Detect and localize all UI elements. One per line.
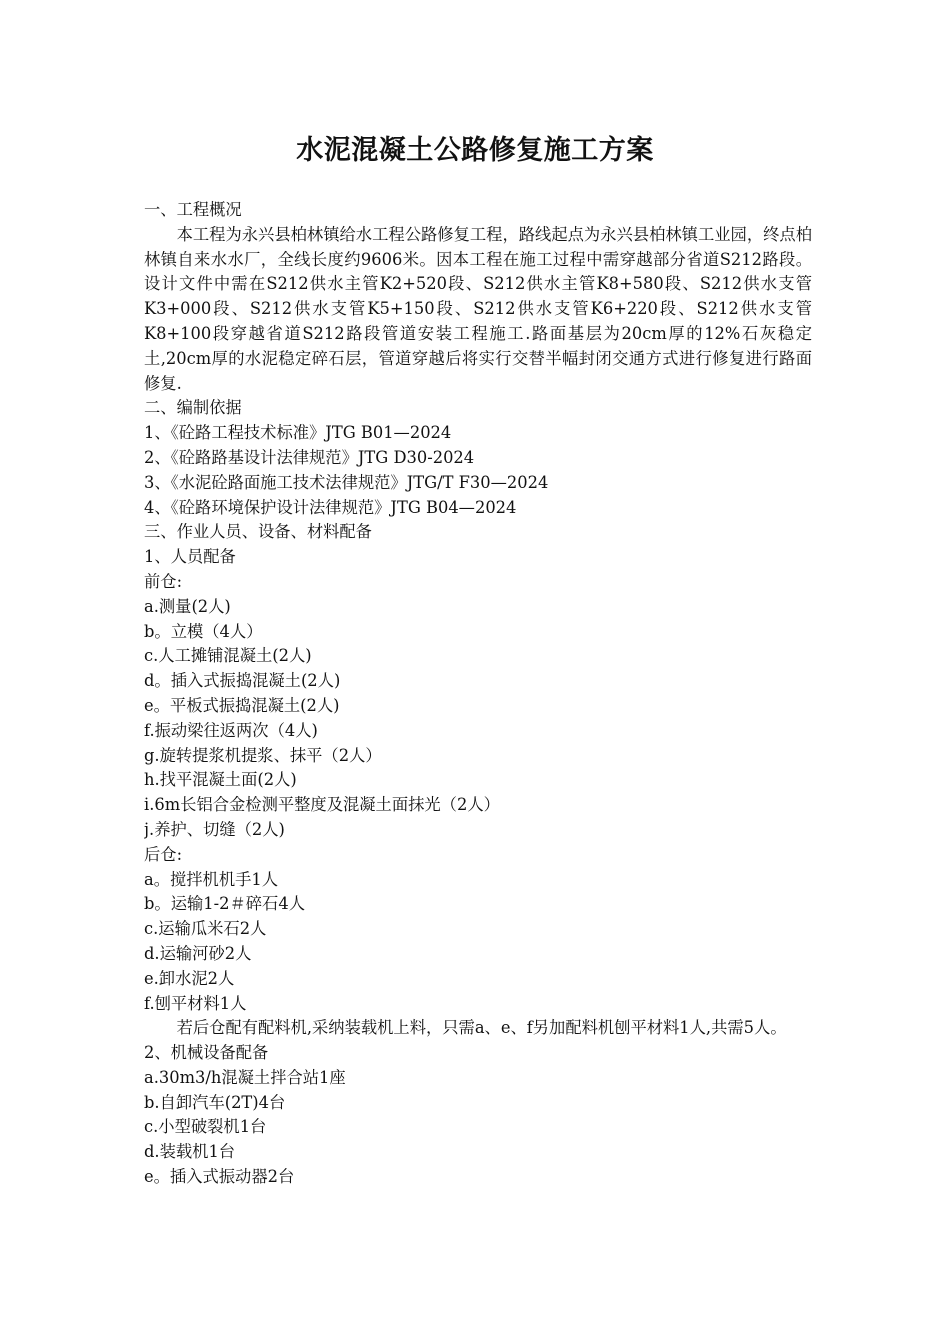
list-item: b.自卸汽车(2T)4台 [144,1092,286,1112]
list-item: a。搅拌机机手1人 [144,869,279,889]
list-item: d.装载机1台 [144,1142,236,1162]
list-item: j.养护、切缝（2人) [144,819,285,839]
section-heading: 二、编制依据 [144,398,242,418]
list-item: g.旋转提浆机提浆、抹平（2人） [144,745,382,765]
reference-item: 3、《水泥砼路面施工技术法律规范》JTG/T F30—2024 [144,472,549,492]
body-paragraph: 若后仓配有配料机,采纳装载机上料，只需a、e、f另加配料机刨平材料1人,共需5人。 [176,1018,787,1038]
subsection-heading: 2、机械设备配备 [144,1043,269,1063]
list-item: f.刨平材料1人 [144,993,247,1013]
list-item: a.30m3/h混凝土拌合站1座 [144,1067,346,1087]
list-item: f.振动梁往返两次（4人) [144,720,318,740]
list-item: d.运输河砂2人 [144,943,252,963]
group-label: 后仓: [144,844,183,864]
list-item: c.小型破裂机1台 [144,1117,267,1137]
list-item: c.人工摊铺混凝土(2人) [144,646,312,666]
list-item: b。运输1-2＃碎石4人 [144,894,305,914]
body-paragraph: 本工程为永兴县柏林镇给水工程公路修复工程，路线起点为永兴县柏林镇工业园，终点柏林镇自来水水厂，全线长度约9606米。因本工程在施工过程中需穿越部分省道S212路段。设计文件中需在S212供水主管K2+520段、S212供水主管K8+580段、S212供水支管K3+000段、S212供水支管K5+150段、S212供水支管K6+220段、S212供水支管K8+100段穿越省道S212路段管道安装工程施工.路面基层为20cm厚的12%石灰稳定土,20cm厚的水泥稳定碎石层，管道穿越后将实行交替半幅封闭交通方式进行修复进行路面修复. [144,224,812,393]
list-item: b。立模（4人） [144,621,263,641]
section-heading: 三、作业人员、设备、材料配备 [144,522,372,542]
list-item: e。平板式振捣混凝土(2人) [144,695,340,715]
group-label: 前仓: [144,571,183,591]
reference-item: 4、《砼路环境保护设计法律规范》JTG B04—2024 [144,497,517,517]
list-item: e.卸水泥2人 [144,968,235,988]
list-item: i.6m长铝合金检测平整度及混凝土面抹光（2人） [144,795,500,815]
document-title: 水泥混凝土公路修复施工方案 [296,135,654,166]
list-item: c.运输瓜米石2人 [144,919,267,939]
section-heading: 一、工程概况 [144,200,242,219]
subsection-heading: 1、人员配备 [144,547,236,567]
list-item: a.测量(2人) [144,596,231,616]
reference-item: 1、《砼路工程技术标准》JTG B01—2024 [144,423,452,443]
document-body [144,198,812,1190]
list-item: e。插入式振动器2台 [144,1167,295,1187]
list-item: d。插入式振捣混凝土(2人) [144,671,341,691]
reference-item: 2、《砼路路基设计法律规范》JTG D30-2024 [144,447,475,467]
list-item: h.找平混凝土面(2人) [144,770,297,790]
